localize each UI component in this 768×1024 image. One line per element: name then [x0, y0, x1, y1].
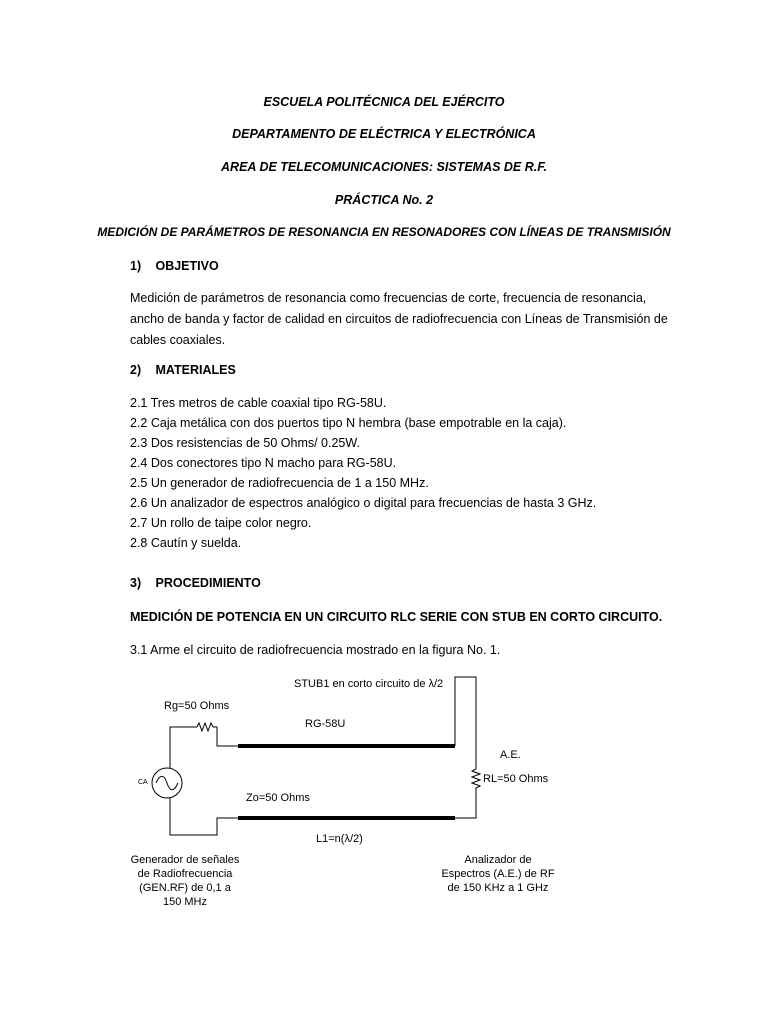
- section-heading: MATERIALES: [155, 363, 236, 377]
- procedure-subheading: MEDICIÓN DE POTENCIA EN UN CIRCUITO RLC SERIE CON STUB EN CORTO CIRCUITO.: [130, 610, 663, 624]
- institution-name: ESCUELA POLITÉCNICA DEL EJÉRCITO: [263, 95, 505, 109]
- section-heading: PROCEDIMIENTO: [155, 576, 261, 590]
- sine-wave-icon: [156, 776, 178, 790]
- section-number: 1): [130, 259, 142, 273]
- generator-top-wire: [170, 727, 197, 743]
- list-item: 2.4 Dos conectores tipo N macho para RG-58U.: [130, 456, 397, 470]
- section-number: 2): [130, 363, 142, 377]
- rg-label: Rg=50 Ohms: [164, 700, 230, 712]
- area-name: AREA DE TELECOMUNICACIONES: SISTEMAS DE R.F.: [221, 160, 547, 174]
- generator-bottom-wire: [170, 799, 238, 835]
- stub-label: STUB1 en corto circuito de λ/2: [294, 678, 444, 690]
- generator-caption: Generador de señales de Radiofrecuencia (GEN.RF) de 0,1 a 150 MHz: [130, 854, 240, 908]
- list-item: 2.1 Tres metros de cable coaxial tipo RG-58U.: [130, 396, 387, 410]
- rl-label: RL=50 Ohms: [483, 773, 549, 785]
- analyzer-caption: Analizador de Espectros (A.E.) de RF de 150 KHz a 1 GHz: [441, 854, 555, 894]
- list-item: 2.8 Cautín y suelda.: [130, 536, 242, 550]
- ae-label: A.E.: [500, 749, 521, 761]
- list-item: 2.6 Un analizador de espectros analógico o digital para frecuencias de hasta 3 GHz.: [130, 496, 597, 510]
- list-item: 2.5 Un generador de radiofrecuencia de 1 a 150 MHz.: [130, 476, 429, 490]
- zo-label: Zo=50 Ohms: [246, 792, 310, 804]
- stub-line: [455, 677, 476, 765]
- cable-label: RG-58U: [305, 718, 346, 730]
- list-item: 2.3 Dos resistencias de 50 Ohms/ 0.25W.: [130, 436, 360, 450]
- list-item: 2.2 Caja metálica con dos puertos tipo N hembra (base empotrable en la caja).: [130, 416, 567, 430]
- objetivo-text: Medición de parámetros de resonancia como frecuencias de corte, frecuencia de resonancia, ancho de banda y factor de calidad en circuitos de radiofrecuencia con Líneas de Transmisión de cables coaxiales.: [130, 291, 668, 347]
- practice-number: PRÁCTICA No. 2: [334, 193, 434, 207]
- department-name: DEPARTAMENTO DE ELÉCTRICA Y ELECTRÓNICA: [232, 127, 536, 141]
- section-number: 3): [130, 576, 142, 590]
- document-title: MEDICIÓN DE PARÁMETROS DE RESONANCIA EN RESONADORES CON LÍNEAS DE TRANSMISIÓN: [97, 225, 671, 239]
- rl-resistor: [455, 765, 480, 818]
- section-heading: OBJETIVO: [155, 259, 219, 273]
- ca-label: CA: [138, 779, 148, 786]
- l1-label: L1=n(λ/2): [316, 833, 363, 845]
- rg-resistor: [197, 723, 238, 746]
- list-item: 2.7 Un rollo de taipe color negro.: [130, 516, 312, 530]
- procedure-step: 3.1 Arme el circuito de radiofrecuencia mostrado en la figura No. 1.: [130, 643, 501, 657]
